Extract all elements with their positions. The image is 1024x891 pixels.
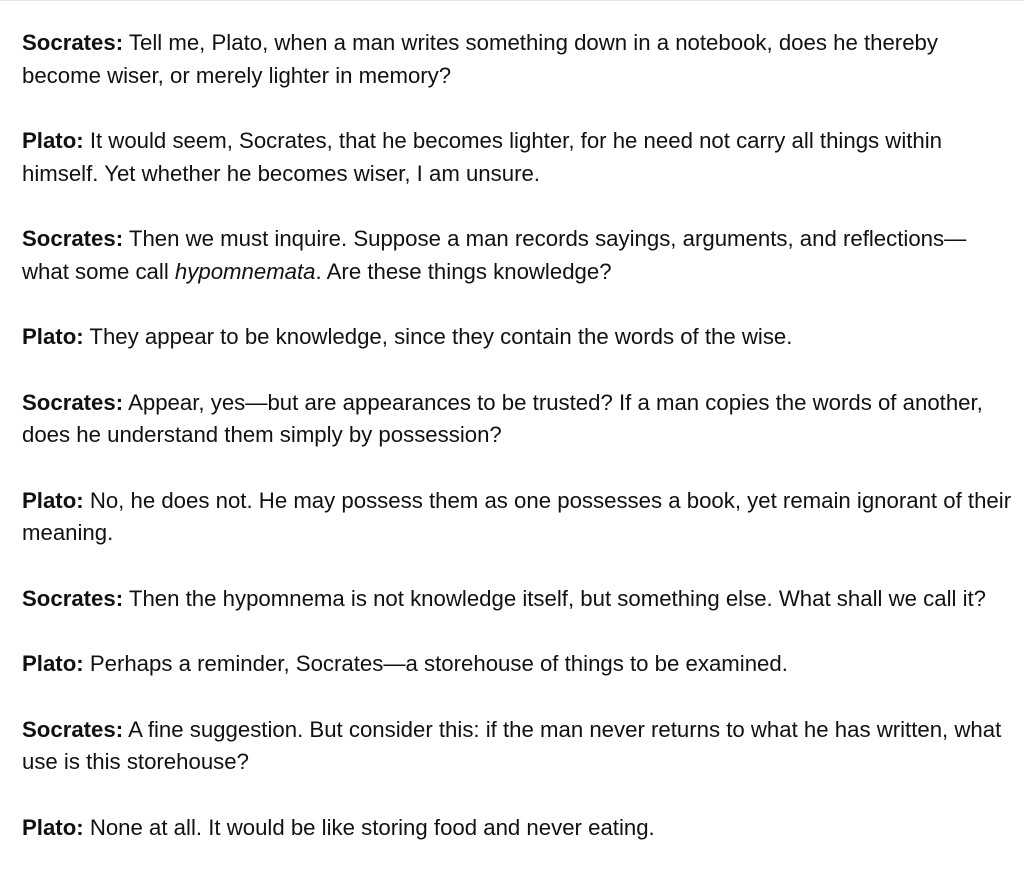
turn-text: They appear to be knowledge, since they contain the words of the wise.: [89, 324, 793, 349]
turn-text: A fine suggestion. But consider this: if the man never returns to what he has written, what use is this storehouse?: [22, 716, 1002, 774]
turn-text: Tell me, Plato, when a man writes something down in a notebook, does he thereby become wiser, or merely lighter in memory?: [22, 30, 938, 88]
dialogue-container: [22, 27, 1012, 877]
turn-text-tail: . Are these things knowledge?: [315, 258, 612, 284]
dialogue-turn: Socrates: Appear, yes—but are appearances to be trusted? If a man copies the words of another, does he understand them simply by possession?: [22, 389, 983, 447]
speaker-name: Plato: [22, 487, 77, 513]
dialogue-turn: Socrates: Then we must inquire. Suppose a man records sayings, arguments, and reflections—what some call hypomnemata. Are these things knowledge?: [22, 226, 967, 284]
speaker-name: Socrates: [22, 716, 116, 742]
speaker-name: Plato: [22, 324, 77, 349]
turn-text: Appear, yes—but are appearances to be trusted? If a man copies the words of another, does he understand them simply by possession?: [22, 389, 983, 447]
speaker-name: Socrates: [22, 30, 116, 55]
dialogue-turn: Plato: Perhaps a reminder, Socrates—a storehouse of things to be examined.: [22, 651, 788, 676]
dialogue-turn: Socrates: Tell me, Plato, when a man writes something down in a notebook, does he thereby become wiser, or merely lighter in memory?: [22, 30, 938, 88]
dialogue-turn: Socrates: A fine suggestion. But consider this: if the man never returns to what he has written, what use is this storehouse?: [22, 716, 1002, 774]
speaker-name: Plato: [22, 651, 77, 676]
dialogue-turn: Plato: It would seem, Socrates, that he becomes lighter, for he need not carry all things within himself. Yet whether he becomes wiser, I am unsure.: [22, 128, 943, 186]
turn-text-emphasis: hypomnemata: [174, 258, 316, 284]
speaker-name: Socrates: [22, 585, 116, 611]
dialogue-turn: Plato: No, he does not. He may possess them as one possesses a book, yet remain ignorant of their meaning.: [22, 487, 1012, 545]
speaker-name: Socrates: [22, 389, 116, 415]
dialogue-turn: Plato: They appear to be knowledge, since they contain the words of the wise.: [22, 324, 793, 349]
turn-text: Perhaps a reminder, Socrates—a storehouse of things to be examined.: [89, 651, 788, 676]
dialogue-turn: Plato: None at all. It would be like storing food and never eating.: [22, 814, 655, 840]
turn-text: It would seem, Socrates, that he becomes lighter, for he need not carry all things within himself. Yet whether he becomes wiser, I am unsure.: [22, 128, 943, 186]
speaker-name: Plato: [22, 814, 77, 840]
speaker-name: Socrates: [22, 226, 116, 251]
turn-text: Then the hypomnema is not knowledge itself, but something else. What shall we call it?: [128, 585, 987, 611]
turn-text: Then we must inquire. Suppose a man records sayings, arguments, and reflections—what some call: [22, 226, 967, 284]
top-divider: [0, 0, 1024, 1]
turn-text: No, he does not. He may possess them as one possesses a book, yet remain ignorant of their meaning.: [22, 487, 1012, 545]
speaker-name: Plato: [22, 128, 77, 153]
turn-text: None at all. It would be like storing food and never eating.: [89, 814, 655, 840]
dialogue-turn: Socrates: Then the hypomnema is not knowledge itself, but something else. What shall we call it?: [22, 585, 987, 611]
